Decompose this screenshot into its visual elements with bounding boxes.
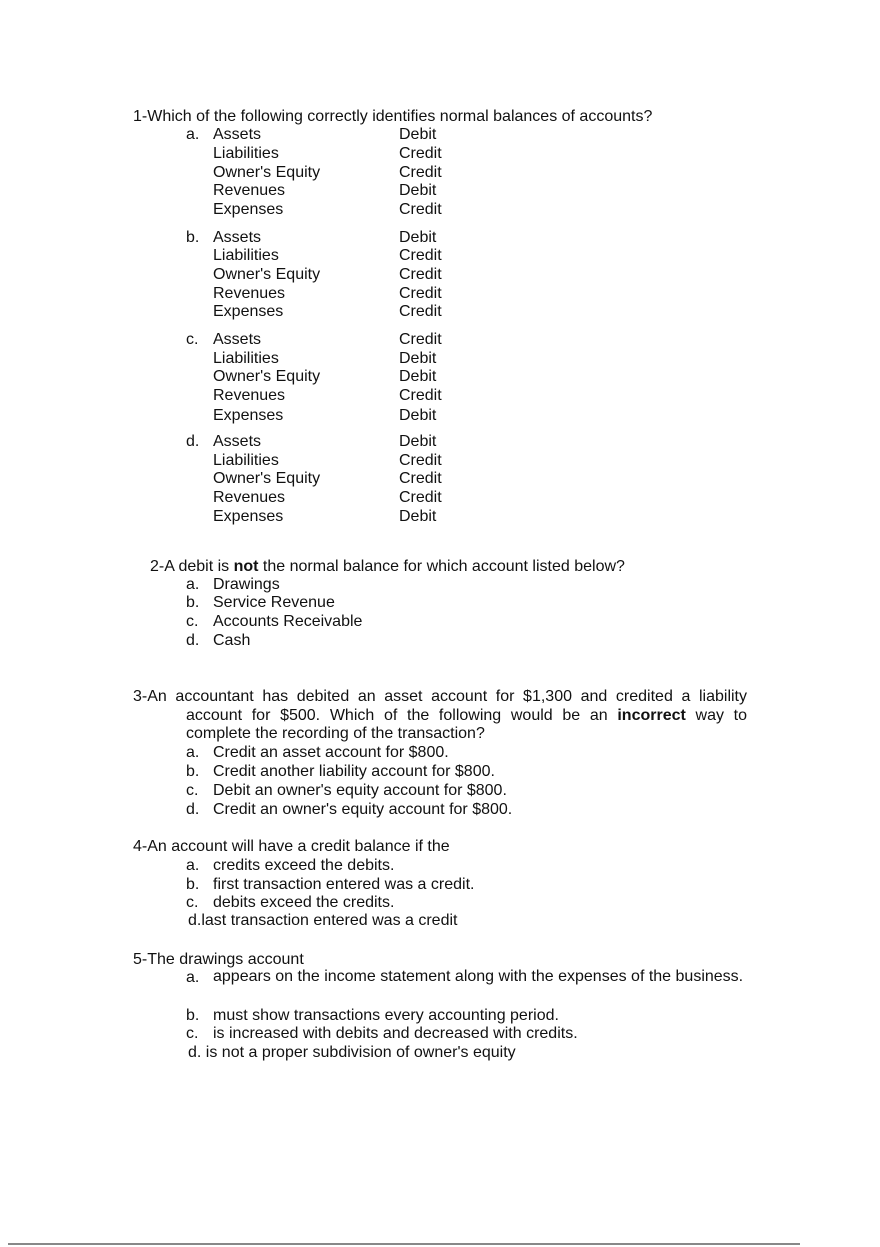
option-text: Credit another liability account for $800. xyxy=(213,763,495,780)
option-text: Cash xyxy=(213,632,251,649)
normal-balance: Debit xyxy=(399,508,437,525)
account-name: Expenses xyxy=(213,508,284,525)
option-text: Credit an asset account for $800. xyxy=(213,744,449,761)
normal-balance: Debit xyxy=(399,433,437,450)
option-text: appears on the income statement along with the expenses of the business. xyxy=(213,968,744,985)
option-letter: a. xyxy=(186,576,200,593)
normal-balance: Credit xyxy=(399,164,442,181)
normal-balance: Credit xyxy=(399,470,442,487)
option-text: Credit an owner's equity account for $800. xyxy=(213,801,513,818)
account-name: Owner's Equity xyxy=(213,266,321,283)
normal-balance: Debit xyxy=(399,368,437,385)
option-letter: a. xyxy=(186,969,200,986)
normal-balance: Credit xyxy=(399,387,442,404)
account-name: Owner's Equity xyxy=(213,164,321,181)
option-letter: b. xyxy=(186,594,200,611)
option-text: debits exceed the credits. xyxy=(213,894,395,911)
option-letter: b. xyxy=(186,1007,200,1024)
question-5-prompt: 5-The drawings account xyxy=(133,951,304,968)
option-text: is increased with debits and decreased with credits. xyxy=(213,1025,578,1042)
question-2-prompt xyxy=(150,557,625,576)
option-letter: d. xyxy=(186,433,200,450)
normal-balance: Debit xyxy=(399,182,437,199)
option-text: Debit an owner's equity account for $800. xyxy=(213,782,507,799)
account-name: Expenses xyxy=(213,201,284,218)
option-letter: c. xyxy=(186,894,199,911)
option-text: credits exceed the debits. xyxy=(213,857,395,874)
prompt-text: 3-An accountant has debited an asset account for $1,300 and credited a liability account for $500. Which of the following would be an xyxy=(133,688,747,724)
option-letter: a. xyxy=(186,857,200,874)
option-letter: b. xyxy=(186,763,200,780)
prompt-text: 2-A debit is xyxy=(150,558,234,575)
account-name: Assets xyxy=(213,126,262,143)
prompt-text: way to complete the recording of the transaction? xyxy=(186,706,748,743)
account-name: Revenues xyxy=(213,285,286,302)
option-text: Drawings xyxy=(213,576,280,593)
normal-balance: Credit xyxy=(399,452,442,469)
option-letter: d. xyxy=(186,801,200,818)
normal-balance: Credit xyxy=(399,247,442,264)
account-name: Owner's Equity xyxy=(213,470,321,487)
option-letter: b. xyxy=(186,229,200,246)
option-text: first transaction entered was a credit. xyxy=(213,876,475,893)
normal-balance: Credit xyxy=(399,145,442,162)
question-1-prompt: 1-Which of the following correctly identifies normal balances of accounts? xyxy=(133,108,653,125)
normal-balance: Debit xyxy=(399,126,437,143)
option-text: Service Revenue xyxy=(213,594,335,611)
option-letter: a. xyxy=(186,744,200,761)
option-text: Accounts Receivable xyxy=(213,613,363,630)
normal-balance: Debit xyxy=(399,350,437,367)
page-bottom-rule xyxy=(8,1243,800,1245)
account-name: Revenues xyxy=(213,489,286,506)
normal-balance: Credit xyxy=(399,201,442,218)
question-3-prompt xyxy=(133,688,748,744)
option-letter: b. xyxy=(186,876,200,893)
option-letter: a. xyxy=(186,126,200,143)
emphasis-text: not xyxy=(233,558,259,575)
account-name: Assets xyxy=(213,229,262,246)
prompt-text: the normal balance for which account listed below? xyxy=(258,558,625,575)
normal-balance: Debit xyxy=(399,229,437,246)
option-letter: c. xyxy=(186,782,199,799)
account-name: Owner's Equity xyxy=(213,368,321,385)
option-letter: d. xyxy=(186,632,200,649)
option-letter: c. xyxy=(186,613,199,630)
account-name: Expenses xyxy=(213,303,284,320)
option-text: must show transactions every accounting period. xyxy=(213,1007,559,1024)
account-name: Liabilities xyxy=(213,145,279,162)
account-name: Liabilities xyxy=(213,452,279,469)
account-name: Assets xyxy=(213,433,262,450)
account-name: Liabilities xyxy=(213,350,279,367)
option-text: d. is not a proper subdivision of owner's equity xyxy=(188,1044,516,1061)
normal-balance: Credit xyxy=(399,303,442,320)
normal-balance: Credit xyxy=(399,331,442,348)
account-name: Liabilities xyxy=(213,247,279,264)
account-name: Expenses xyxy=(213,407,284,424)
option-text: d.last transaction entered was a credit xyxy=(188,912,458,929)
normal-balance: Credit xyxy=(399,266,442,283)
normal-balance: Credit xyxy=(399,285,442,302)
question-4-prompt: 4-An account will have a credit balance if the xyxy=(133,838,450,855)
normal-balance: Debit xyxy=(399,407,437,424)
account-name: Revenues xyxy=(213,182,286,199)
account-name: Revenues xyxy=(213,387,286,404)
account-name: Assets xyxy=(213,331,262,348)
option-letter: c. xyxy=(186,331,199,348)
option-letter: c. xyxy=(186,1025,199,1042)
normal-balance: Credit xyxy=(399,489,442,506)
emphasis-text: incorrect xyxy=(617,706,686,724)
